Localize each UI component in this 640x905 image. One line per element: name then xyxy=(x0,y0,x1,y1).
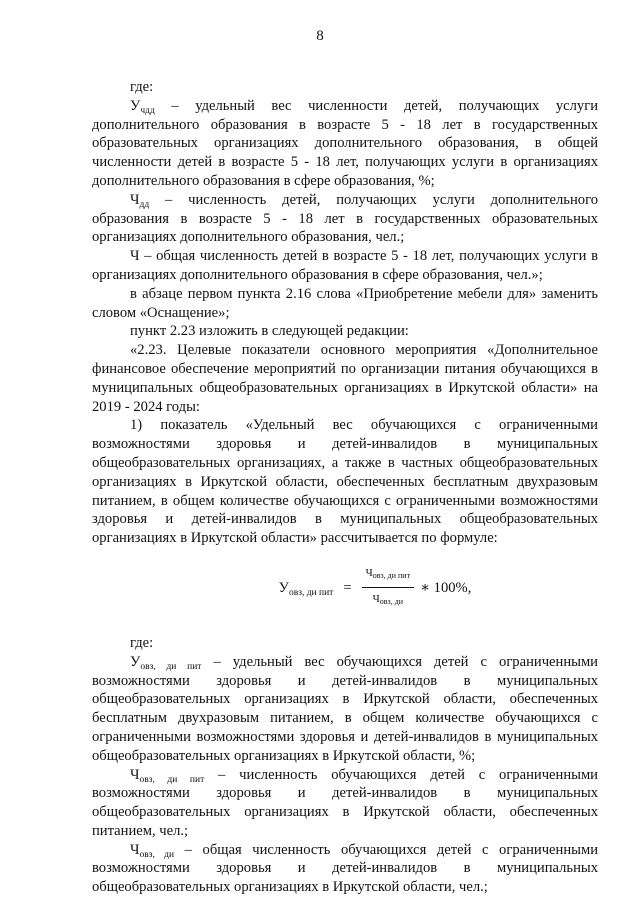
formula xyxy=(92,556,598,620)
formula-lhs xyxy=(279,579,334,598)
symbol: У xyxy=(130,653,141,670)
symbol: У xyxy=(130,97,141,114)
symbol-subscript: чдд xyxy=(140,105,155,116)
definition-text: – численность детей, получающих услуги дополнительного образования в возрасте 5 - 18 лет в государственных образовательных организациях дополнительного образования, чел.; xyxy=(92,191,598,246)
formula-denominator-symbol: Ч xyxy=(372,593,380,606)
symbol-subscript: овз, ди пит xyxy=(139,774,205,785)
symbol-subscript: дд xyxy=(139,199,150,210)
formula-denominator xyxy=(369,588,407,612)
definition-uchdd xyxy=(92,97,598,191)
symbol: Ч xyxy=(130,191,140,208)
definition-ch: Ч – общая численность детей в возрасте 5 - 18 лет, получающих услуги в организациях дополнительного образования в сфере образования, чел.»; xyxy=(92,248,598,283)
amendment-2-23: пункт 2.23 изложить в следующей редакции: xyxy=(130,323,409,340)
definition-uovz-di-pit xyxy=(92,653,598,766)
clause-2-23: «2.23. Целевые показатели основного мероприятия «Дополнительное финансовое обеспечение мероприятий по организации питания обучающихся в муниципальных общеобразовательных организациях в Иркутской области» на 2019 - 2024 годы: xyxy=(92,342,598,415)
formula-denominator-subscript: овз, ди xyxy=(379,597,404,607)
formula-numerator-subscript: овз, ди пит xyxy=(372,570,411,580)
document-body xyxy=(92,78,598,897)
indicator-1: 1) показатель «Удельный вес обучающихся с ограниченными возможностями здоровья и детей-инвалидов в муниципальных общеобразовательных организациях, а также в частных общеобразовательных организациях в Иркутской области, обеспеченных бесплатным двухразовым питанием, в общем количестве обучающихся с ограниченными возможностями здоровья и детей-инвалидов в муниципальных общеобразовательных организациях в Иркутской области» рассчитывается по формуле: xyxy=(92,417,598,547)
page-number: 8 xyxy=(316,28,324,44)
formula-multiplier: ∗ 100%, xyxy=(420,579,472,596)
formula-numerator xyxy=(362,564,415,589)
formula-fraction xyxy=(362,564,415,613)
symbol-subscript: овз, ди пит xyxy=(140,661,202,672)
where-label: где: xyxy=(130,634,154,651)
definition-chdd xyxy=(92,191,598,247)
definition-text: – общая численность обучающихся детей с ограниченными возможностями здоровья и детей-инвалидов в муниципальных общеобразовательных организациях в Иркутской области, чел.; xyxy=(92,841,598,896)
formula-lhs-subscript: овз, ди пит xyxy=(288,587,334,598)
formula-equals: = xyxy=(343,579,352,596)
formula-numerator-symbol: Ч xyxy=(365,566,373,579)
where-label: где: xyxy=(130,79,154,95)
definition-text: – удельный вес обучающихся детей с ограниченными возможностями здоровья и детей-инвалидов в муниципальных общеобразовательных организациях в Иркутской области, обеспеченных бесплатным двухразовым питанием, в общем количестве обучающихся с ограниченными возможностями здоровья и детей-инвалидов в муниципальных общеобразовательных организациях в Иркутской области, %; xyxy=(92,653,598,764)
definition-chovz-di xyxy=(92,841,598,897)
definition-chovz-di-pit xyxy=(92,766,598,841)
amendment-2-16: в абзаце первом пункта 2.16 слова «Приобретение мебели для» заменить словом «Оснащение»; xyxy=(92,285,598,321)
symbol: Ч xyxy=(130,766,140,783)
definition-text: – удельный вес численности детей, получающих услуги дополнительного образования в возрасте 5 - 18 лет в государственных образовательных организациях дополнительного образования, в общей численности детей в возрасте 5 - 18 лет, получающих услуги в организациях дополнительного образования в сфере образования, %; xyxy=(92,97,598,189)
symbol: Ч xyxy=(130,841,140,858)
formula-lhs-symbol: У xyxy=(278,579,289,596)
definition-text: – численность обучающихся детей с ограниченными возможностями здоровья и детей-инвалидов в муниципальных общеобразовательных организациях в Иркутской области, обеспеченных питанием, чел.; xyxy=(92,766,598,839)
symbol-subscript: овз, ди xyxy=(139,849,175,860)
